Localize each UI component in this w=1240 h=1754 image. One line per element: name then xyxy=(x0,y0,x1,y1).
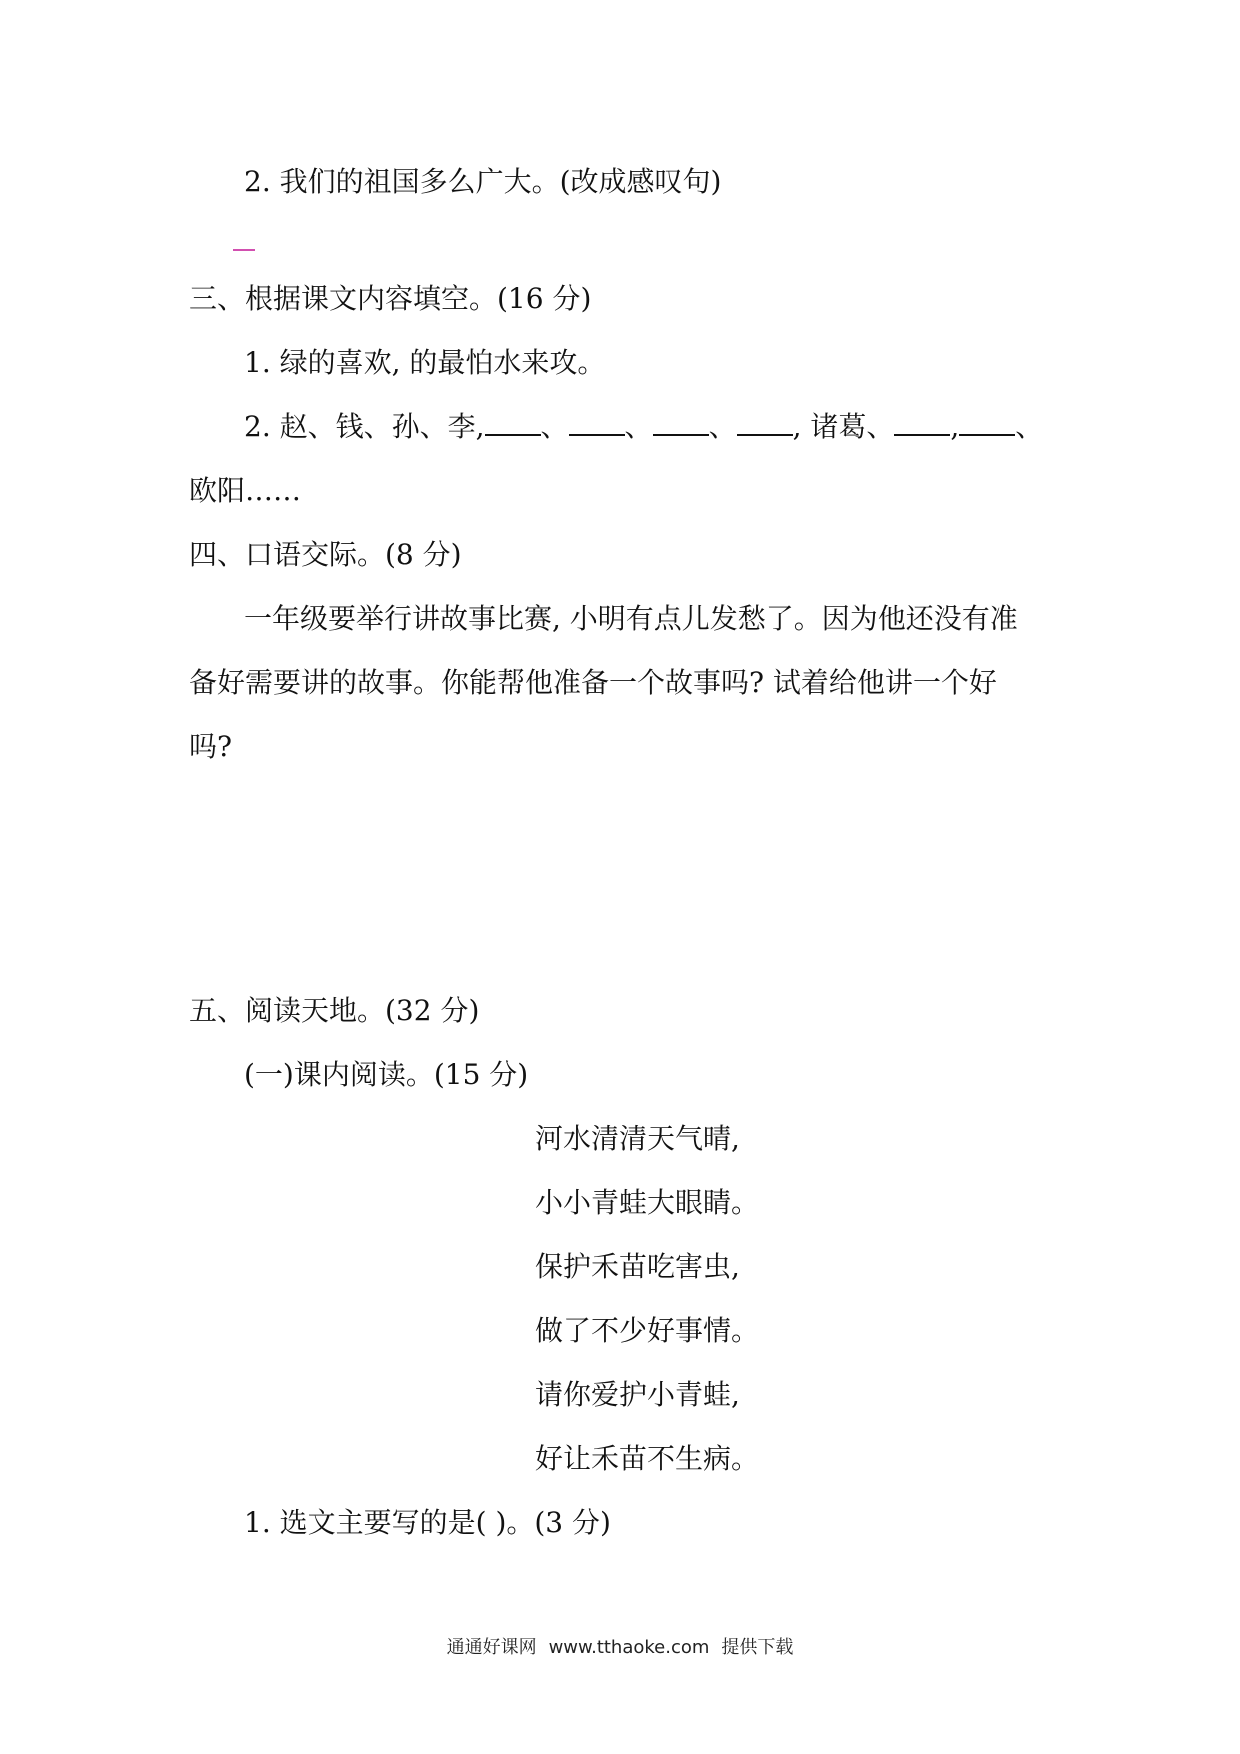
blank-6[interactable] xyxy=(959,408,1015,436)
separator: 、 xyxy=(540,410,569,443)
section-4-paragraph-line-3: 吗? xyxy=(189,730,233,763)
poem-line: 请你爱护小青蛙, xyxy=(535,1378,740,1411)
poem-line: 保护禾苗吃害虫, xyxy=(535,1250,740,1283)
section-5-question-1: 1. 选文主要写的是( )。(3 分) xyxy=(244,1506,611,1539)
question-2-rewrite: 2. 我们的祖国多么广大。(改成感叹句) xyxy=(244,165,722,198)
poem-line: 好让禾苗不生病。 xyxy=(535,1442,760,1475)
item-2-prefix: 2. 赵、钱、孙、李, xyxy=(244,410,485,443)
section-4-paragraph-line-2: 备好需要讲的故事。你能帮他准备一个故事吗? 试着给他讲一个好 xyxy=(189,666,997,699)
section-5-title: 五、阅读天地。(32 分) xyxy=(189,994,480,1027)
page-footer xyxy=(0,1633,1240,1659)
section-3-item-1: 1. 绿的喜欢, 的最怕水来攻。 xyxy=(244,346,606,379)
blank-5[interactable] xyxy=(894,408,950,436)
section-3-title: 三、根据课文内容填空。(16 分) xyxy=(189,282,592,315)
section-3-item-2-continuation: 欧阳…… xyxy=(189,474,302,507)
section-5-sub-1-title: (一)课内阅读。(15 分) xyxy=(244,1058,529,1091)
poem-line: 小小青蛙大眼睛。 xyxy=(535,1186,760,1219)
blank-4[interactable] xyxy=(737,408,793,436)
blank-3[interactable] xyxy=(653,408,709,436)
footer-url[interactable]: www.tthaoke.com xyxy=(548,1637,710,1658)
poem-line: 河水清清天气晴, xyxy=(535,1122,740,1155)
section-3-item-2 xyxy=(244,407,1043,447)
blank-1[interactable] xyxy=(485,408,541,436)
blank-2[interactable] xyxy=(569,408,625,436)
footer-suffix: 提供下载 xyxy=(721,1637,794,1658)
separator: , xyxy=(950,410,960,443)
separator: 、 xyxy=(1015,410,1044,443)
separator: 、 xyxy=(708,410,737,443)
answer-mark xyxy=(233,249,255,251)
separator: 、 xyxy=(624,410,653,443)
footer-site-name: 通通好课网 xyxy=(446,1637,537,1658)
section-4-title: 四、口语交际。(8 分) xyxy=(189,538,462,571)
poem-line: 做了不少好事情。 xyxy=(535,1314,760,1347)
item-2-mid: , 诸葛、 xyxy=(792,410,895,443)
section-4-paragraph-line-1: 一年级要举行讲故事比赛, 小明有点儿发愁了。因为他还没有准 xyxy=(244,602,1018,635)
